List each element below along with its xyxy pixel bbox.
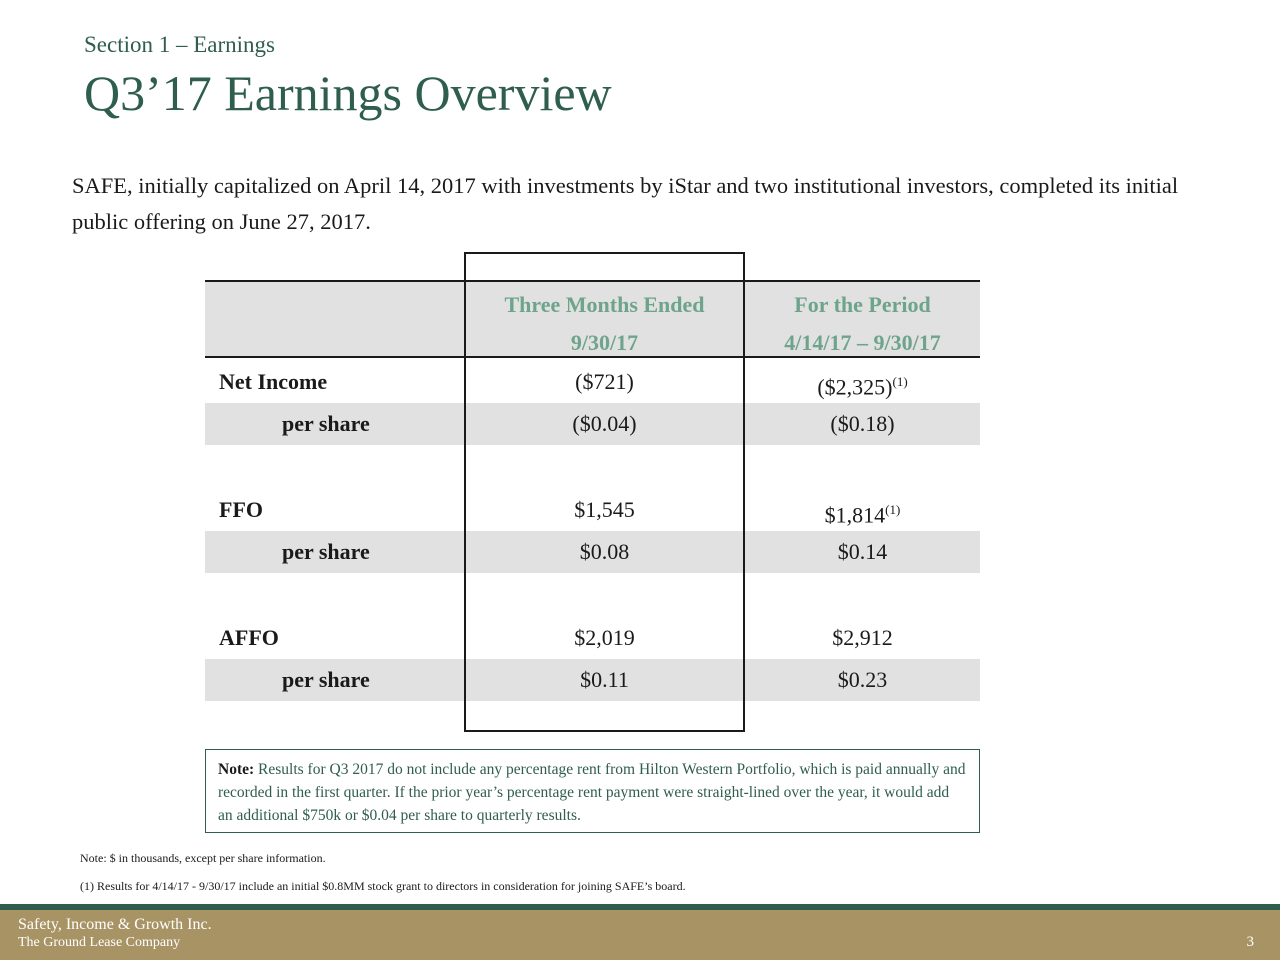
- section-label: Section 1 – Earnings: [84, 32, 275, 57]
- note-label: Note:: [218, 761, 255, 778]
- note-box: [205, 749, 980, 833]
- row-label: per share: [282, 667, 370, 692]
- row-value-three-months: $1,545: [574, 497, 635, 522]
- column-header-period: [745, 286, 980, 362]
- page-title: Q3’17 Earnings Overview: [84, 65, 612, 121]
- row-label: Net Income: [219, 369, 328, 394]
- row-value-three-months: $2,019: [574, 625, 635, 650]
- column-header-period-line2: 4/14/17 – 9/30/17: [784, 330, 941, 355]
- intro-paragraph: SAFE, initially capitalized on April 14, 2017 with investments by iStar and two institutional investors, completed its initial public offering on June 27, 2017.: [72, 173, 1179, 234]
- row-value-three-months: $0.11: [580, 667, 629, 692]
- row-value-period: [745, 361, 980, 403]
- page-number: 3: [1246, 934, 1254, 950]
- row-value-period-text: ($2,325): [817, 374, 893, 400]
- row-value-period: $2,912: [832, 625, 893, 650]
- row-value-three-months: ($721): [575, 369, 634, 394]
- column-header-three-months-line1: Three Months Ended: [504, 292, 705, 317]
- row-label: AFFO: [219, 625, 279, 650]
- row-value-three-months: ($0.04): [572, 411, 637, 436]
- footer-company-name: Safety, Income & Growth Inc.: [18, 916, 212, 933]
- footnote-units: Note: $ in thousands, except per share information.: [80, 851, 326, 865]
- row-value-three-months: $0.08: [579, 539, 630, 564]
- row-label: per share: [282, 539, 370, 564]
- column-header-period-line1: For the Period: [794, 292, 931, 317]
- row-value-period: $0.14: [837, 539, 888, 564]
- footer-tagline: The Ground Lease Company: [18, 935, 181, 950]
- footnote-marker: (1): [892, 374, 908, 389]
- row-value-period: $0.23: [837, 667, 888, 692]
- row-label: per share: [282, 411, 370, 436]
- row-value-period: ($0.18): [830, 411, 895, 436]
- footnote-marker: (1): [885, 502, 901, 517]
- row-label: FFO: [219, 497, 263, 522]
- footnote-one: (1) Results for 4/14/17 - 9/30/17 include an initial $0.8MM stock grant to directors in consideration for joining SAFE’s board.: [80, 879, 686, 893]
- row-value-period: [745, 489, 980, 531]
- column-header-three-months: [464, 286, 745, 362]
- row-value-period-text: $1,814: [824, 502, 886, 528]
- note-text: Results for Q3 2017 do not include any percentage rent from Hilton Western Portfolio, which is paid annually and recorded in the first quarter. If the prior year’s percentage rent payment were straight-lined over the year, it would add an additional $750k or $0.04 per share to quarterly results.: [218, 761, 966, 824]
- column-header-three-months-line2: 9/30/17: [570, 330, 639, 355]
